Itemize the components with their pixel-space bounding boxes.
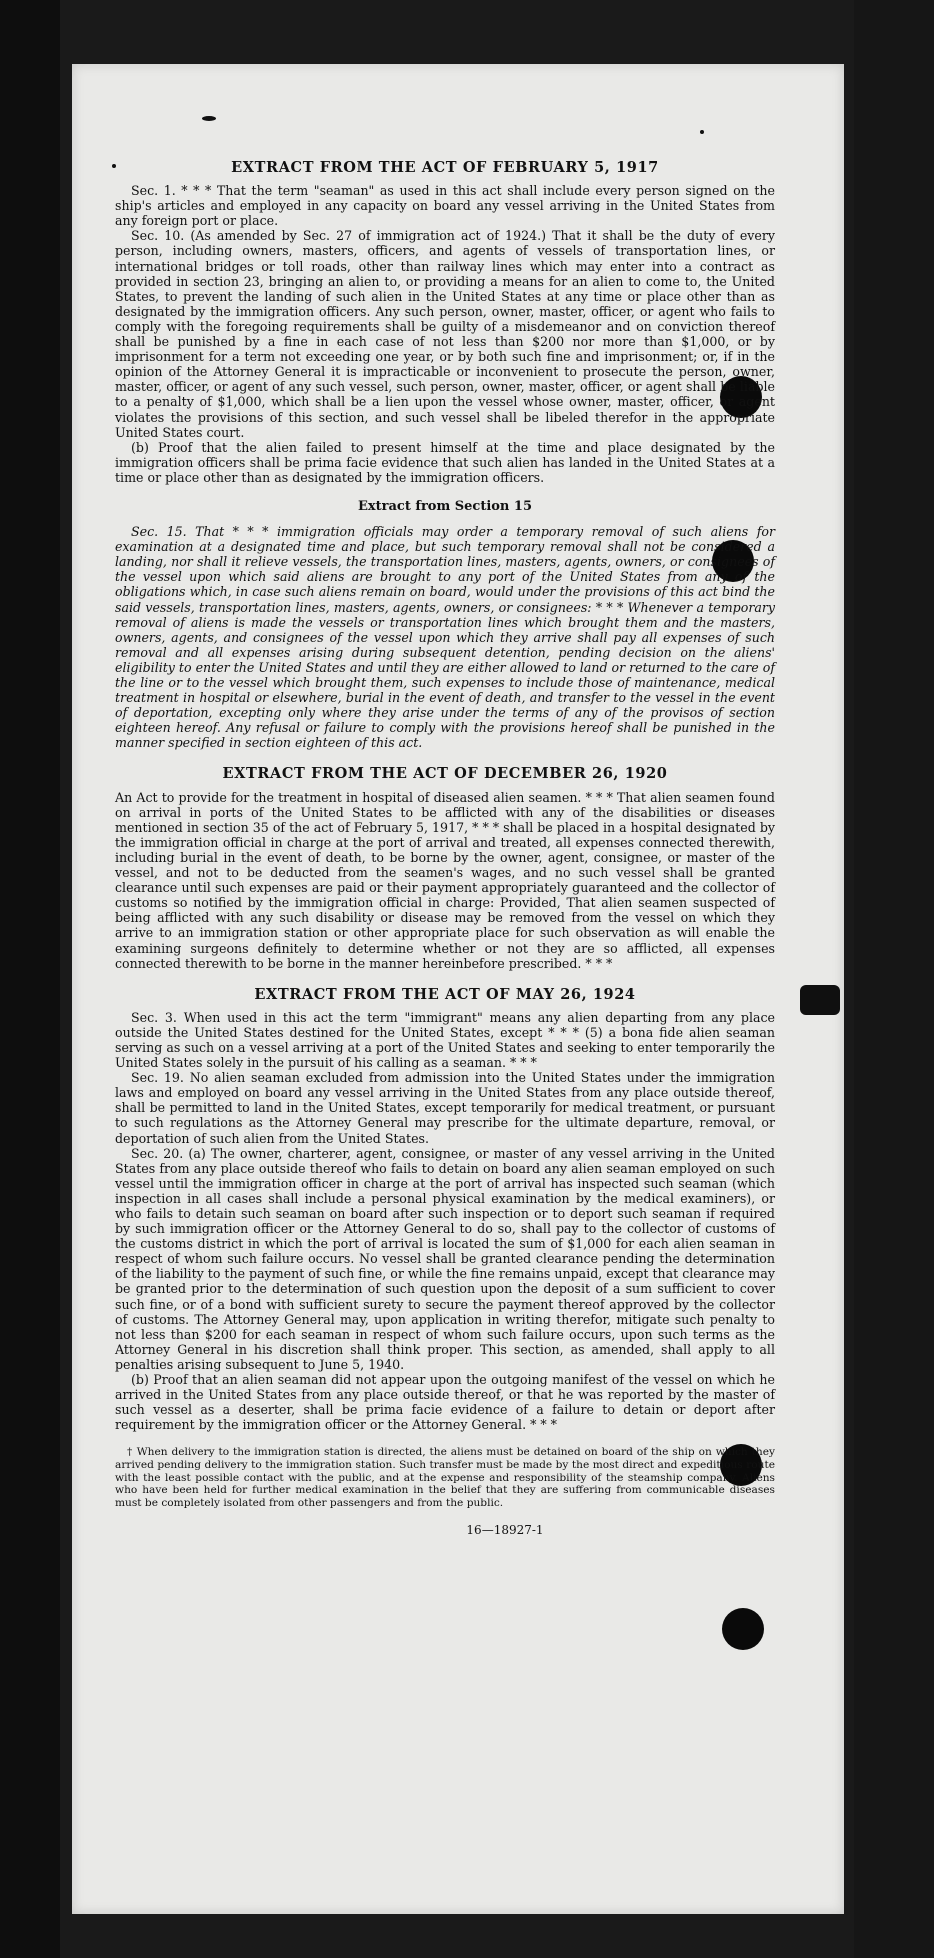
paragraph: Sec. 15. That * * * immigration officials may order a temporary removal of such aliens for examination at a designated time and place, but such temporary removal shall not be considered a landing, nor shall it relieve vessels, the transportation lines, masters, agents, owners, or consignees of the vessel upon which said aliens are brought to any port of the United States from any of the obligations which, in case such aliens remain on board, would under the provisions of this act bind the said vessels, transportation lines, masters, agents, owners, or consignees: * * * Whenever a temporary removal of aliens is made the vessels or transportation lines which brought them and the masters, owners, agents, and consignees of the vessel upon which they arrive shall pay all expenses of such removal and all expenses arising during subsequent detention, pending decision on the aliens' eligibility to enter the United States and until they are either allowed to land or returned to the care of the line or to the vessel which brought them, such expenses to include those of maintenance, medical treatment in hospital or elsewhere, burial in the event of death, and transfer to the vessel in the event of deportation, excepting only where they arise under the terms of any of the provisos of section eighteen hereof. Any refusal or failure to comply with the provisions hereof shall be punished in the manner specified in section eighteen of this act. — [115, 524, 775, 751]
heading-section-15: Extract from Section 15 — [357, 498, 533, 514]
paragraph: Sec. 20. (a) The owner, charterer, agent, consignee, or master of any vessel arriving in the United States from any place outside thereof who fails to detain on board any alien seaman employed on such vessel until the immigration officer in charge at the port of arrival has inspected such seaman (which inspection in all cases shall include a personal physical examination by the medical examiners), or who fails to detain such seaman on board after such inspection or to deport such seaman if required by such immigration officer or the Attorney General to do so, shall pay to the collector of customs of the customs district in which the port of arrival is located the sum of $1,000 for each alien seaman in respect of whom such failure occurs. No vessel shall be granted clearance pending the determination of the liability to the payment of such fine, or while the fine remains unpaid, except that clearance may be granted prior to the determination of such question upon the deposit of a sum sufficient to cover such fine, or of a bond with sufficient surety to secure the payment thereof approved by the collector of customs. The Attorney General may, upon application in writing therefor, mitigate such penalty to not less than $200 for each seaman in respect of whom such failure occurs, upon such terms as the Attorney General in his discretion shall think proper. This section, as amended, shall apply to all penalties arising subsequent to June 5, 1940. — [115, 1145, 775, 1372]
scan-speck — [700, 130, 704, 134]
footnote: † When delivery to the immigration station is directed, the aliens must be detained on board of the ship on which they arrived pending delivery to the immigration station. Such transfer must be made by the most direct and expeditious route with the least possible contact with the public, and at the expense and responsibility of the steamship company. Aliens who have been held for further medical examination in the belief that they are suffering from communicable diseases must be completely isolated from other passengers and from the public. — [115, 1446, 775, 1509]
scan-speck — [202, 116, 216, 121]
paragraph: Sec. 1. * * * That the term "seaman" as used in this act shall include every person signed on the ship's articles and employed in any capacity on board any vessel arriving in the United States from any foreign port or place. — [115, 183, 775, 229]
paragraph: (b) Proof that an alien seaman did not appear upon the outgoing manifest of the vessel on which he arrived in the United States from any place outside thereof, or that he was reported by the master of such vessel as a deserter, shall be prima facie evidence of a failure to detain or deport after requirement by the immigration officer or the Attorney General. * * * — [115, 1372, 775, 1433]
punch-hole-4 — [722, 1608, 764, 1650]
paragraph: Sec. 19. No alien seaman excluded from admission into the United States under the immigration laws and employed on board any vessel arriving in the United States from any place outside thereof, shall be permitted to land in the United States, except temporarily for medical treatment, or pursuant to such regulations as the Attorney General may prescribe for the ultimate departure, removal, or deportation of such alien from the United States. — [115, 1070, 775, 1146]
scan-border-left — [0, 0, 60, 1958]
paragraph: Sec. 10. (As amended by Sec. 27 of immigration act of 1924.) That it shall be the duty of every person, including owners, masters, officers, and agents of vessels of transportation lines, or international bridges or toll roads, other than railway lines which may enter into a contract as provided in section 23, bringing an alien to, or providing a means for an alien to come to, the United States, to prevent the landing of such alien in the United States at any time or place other than as designated by the immigration officers. Any such person, owner, master, officer, or agent who fails to comply with the foregoing requirements shall be guilty of a misdemeanor and on conviction thereof shall be punished by a fine in each case of not less than $200 nor more than $1,000, or by imprisonment for a term not exceeding one year, or by both such fine and imprisonment; or, if in the opinion of the Attorney General it is impracticable or inconvenient to prosecute the person, owner, master, officer, or agent of any such vessel, such person, owner, master, officer, or agent shall be liable to a penalty of $1,000, which shall be a lien upon the vessel whose owner, master, officer, or agent violates the provisions of this section, and such vessel shall be libeled therefor in the appropriate United States court. — [115, 228, 775, 440]
scan-border-right — [854, 0, 934, 1958]
document-number: 16—18927-1 — [466, 1523, 544, 1538]
heading-act-1924: EXTRACT FROM THE ACT OF MAY 26, 1924 — [254, 985, 636, 1003]
heading-act-1920: EXTRACT FROM THE ACT OF DECEMBER 26, 1920 — [222, 765, 668, 783]
paragraph: An Act to provide for the treatment in hospital of diseased alien seamen. * * * That alien seamen found on arrival in ports of the United States to be afflicted with any of the disabilities or diseases mentioned in section 35 of the act of February 5, 1917, * * * shall be placed in a hospital designated by the immigration official in charge at the port of arrival and treated, all expenses connected therewith, including burial in the event of death, to be borne by the owner, agent, consignee, or master of the vessel, and not to be deducted from the seamen's wages, and no such vessel shall be granted clearance until such expenses are paid or their payment appropriately guaranteed and the collector of customs so notified by the immigration official in charge: Provided, That alien seamen suspected of being afflicted with any such disability or disease may be removed from the vessel on which they arrive to an immigration station or other appropriate place for such observation as will enable the examining surgeons definitely to determine whether or not they are so afflicted, all expenses connected therewith to be borne in the manner hereinbefore prescribed. * * * — [115, 789, 775, 971]
edge-tape-mark — [800, 985, 840, 1015]
document-text — [115, 160, 775, 1538]
heading-act-1917: EXTRACT FROM THE ACT OF FEBRUARY 5, 1917 — [231, 159, 659, 176]
paragraph: Sec. 3. When used in this act the term "immigrant" means any alien departing from any place outside the United States destined for the United States, except * * * (5) a bona fide alien seaman serving as such on a vessel arriving at a port of the United States and seeking to enter temporarily the United States solely in the pursuit of his calling as a seaman. * * * — [115, 1009, 775, 1071]
paragraph: (b) Proof that the alien failed to present himself at the time and place designated by the immigration officers shall be prima facie evidence that such alien has landed in the United States at a time or place other than as designated by the immigration officers. — [115, 439, 775, 485]
